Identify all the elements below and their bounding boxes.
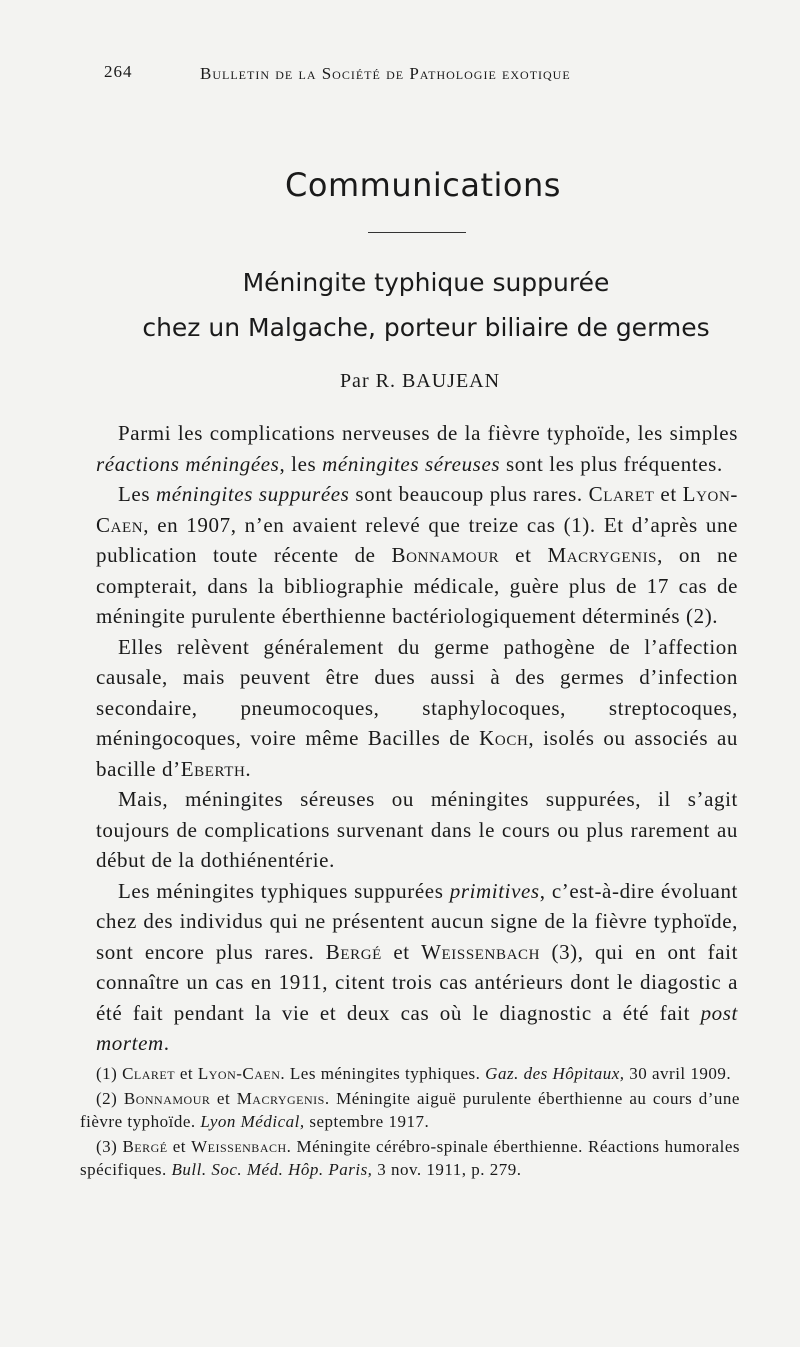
- author-name: Lyon-Caen: [96, 482, 738, 537]
- journal-name: Bull. Soc. Méd. Hôp. Paris,: [171, 1160, 373, 1179]
- text-run: .: [245, 756, 252, 781]
- text-run: et: [654, 482, 683, 506]
- author-name: Bergé: [325, 939, 382, 964]
- author-name: Eberth: [180, 756, 246, 781]
- emphasis: réactions méningées: [96, 451, 280, 476]
- emphasis: méningites suppurées: [156, 482, 350, 506]
- text-run: et: [210, 1088, 237, 1108]
- author-name: Claret: [122, 1064, 176, 1083]
- author-name: Bergé: [122, 1136, 168, 1156]
- text-run: sont beaucoup plus rares.: [349, 482, 589, 506]
- author-name: Weissenbach: [191, 1136, 287, 1156]
- emphasis: méningites séreuses: [322, 451, 501, 476]
- author-name: Lyon-Caen: [197, 1064, 281, 1083]
- text-run: et: [175, 1064, 198, 1083]
- paragraph-2: [96, 479, 738, 632]
- footnote-1: [80, 1062, 740, 1086]
- footnotes: [80, 1062, 740, 1183]
- page-number: 264: [104, 62, 133, 81]
- footnote-marker: (3): [96, 1136, 123, 1156]
- text-run: .: [163, 1031, 170, 1055]
- text-run: , isolés ou associés au bacille d’: [96, 726, 738, 781]
- text-run: Elles relèvent généralement du germe pathogène de l’affection causale, mais peuvent être dues aussi à des germes d’infection secondaire, pneumocoques, staphylocoques, streptocoques, méningocoques, voire même Bacilles de: [96, 634, 738, 750]
- emphasis: primitives: [449, 878, 540, 903]
- text-run: 3 nov. 1911, p. 279.: [372, 1160, 522, 1179]
- text-run: septembre 1917.: [304, 1112, 430, 1131]
- text-run: (3), qui en ont fait connaître un cas en 1911, citent trois cas antérieurs dont le diagostic a été fait pendant la vie et deux cas où le diagnostic a été fait: [96, 939, 739, 1025]
- article-title-line-2: chez un Malgache, porteur biliaire de germes: [142, 313, 710, 342]
- running-title: Bulletin de la Société de Pathologie exotique: [200, 64, 571, 83]
- text-run: , en 1907, n’en avaient relevé que treize cas (1). Et d’après une publication toute récente de: [96, 512, 738, 567]
- text-run: Les méningites typhiques suppurées: [118, 878, 450, 903]
- footnote-2: [80, 1087, 740, 1134]
- paragraph-4: Mais, méningites séreuses ou méningites suppurées, il s’agit toujours de complications survenant dans le cours ou plus rarement au début de la dothiénentérie.: [96, 787, 738, 872]
- text-run: Parmi les complications nerveuses de la fièvre typhoïde, les simples: [118, 421, 738, 445]
- author-name: Claret: [588, 482, 655, 506]
- author-name: Weissenbach: [421, 939, 541, 964]
- text-run: Les: [118, 482, 157, 506]
- footnote-marker: (1): [96, 1064, 123, 1083]
- author-name: Macrygenis: [236, 1088, 325, 1108]
- article-body: [96, 418, 738, 1059]
- paragraph-1: [96, 418, 738, 479]
- text-run: sont les plus fréquentes.: [500, 451, 723, 476]
- text-run: . Méningite aiguë purulente éberthienne au cours d’une fièvre typhoïde.: [80, 1088, 740, 1131]
- footnote-marker: (2): [96, 1088, 124, 1108]
- paragraph-5: [96, 876, 738, 1059]
- article-title-line-1: Méningite typhique suppurée: [242, 268, 610, 297]
- text-run: 30 avril 1909.: [624, 1064, 732, 1083]
- text-run: , les: [279, 451, 323, 476]
- journal-name: Gaz. des Hôpitaux,: [485, 1064, 625, 1083]
- author-name: Macrygenis: [547, 543, 658, 567]
- text-run: , c’est-à-dire évoluant chez des individus qui ne présentent aucun signe de la fièvre typhoïde, sont encore plus rares.: [96, 878, 738, 964]
- footnote-3: [80, 1135, 740, 1182]
- article-author: Par R. BAUJEAN: [339, 370, 501, 392]
- section-title: Communications: [285, 166, 561, 204]
- journal-name: Lyon Médical,: [200, 1112, 305, 1131]
- author-name: Bonnamour: [391, 543, 500, 567]
- author-name: Koch: [479, 726, 529, 750]
- title-rule: [368, 232, 466, 233]
- author-name: Bonnamour: [123, 1088, 211, 1108]
- text-run: , on ne compterait, dans la bibliographie médicale, guère plus de 17 cas de méningite purulente éberthienne bactériologiquement déterminés (2).: [96, 543, 738, 628]
- text-run: et: [167, 1136, 192, 1156]
- text-run: et: [499, 543, 548, 567]
- text-run: et: [381, 939, 422, 964]
- text-run: . Méningite cérébro-spinale éberthienne. Réactions humorales spécifiques.: [80, 1136, 740, 1179]
- text-run: . Les méningites typhiques.: [280, 1064, 486, 1083]
- paragraph-3: [96, 632, 738, 785]
- emphasis: post mortem: [96, 1000, 738, 1055]
